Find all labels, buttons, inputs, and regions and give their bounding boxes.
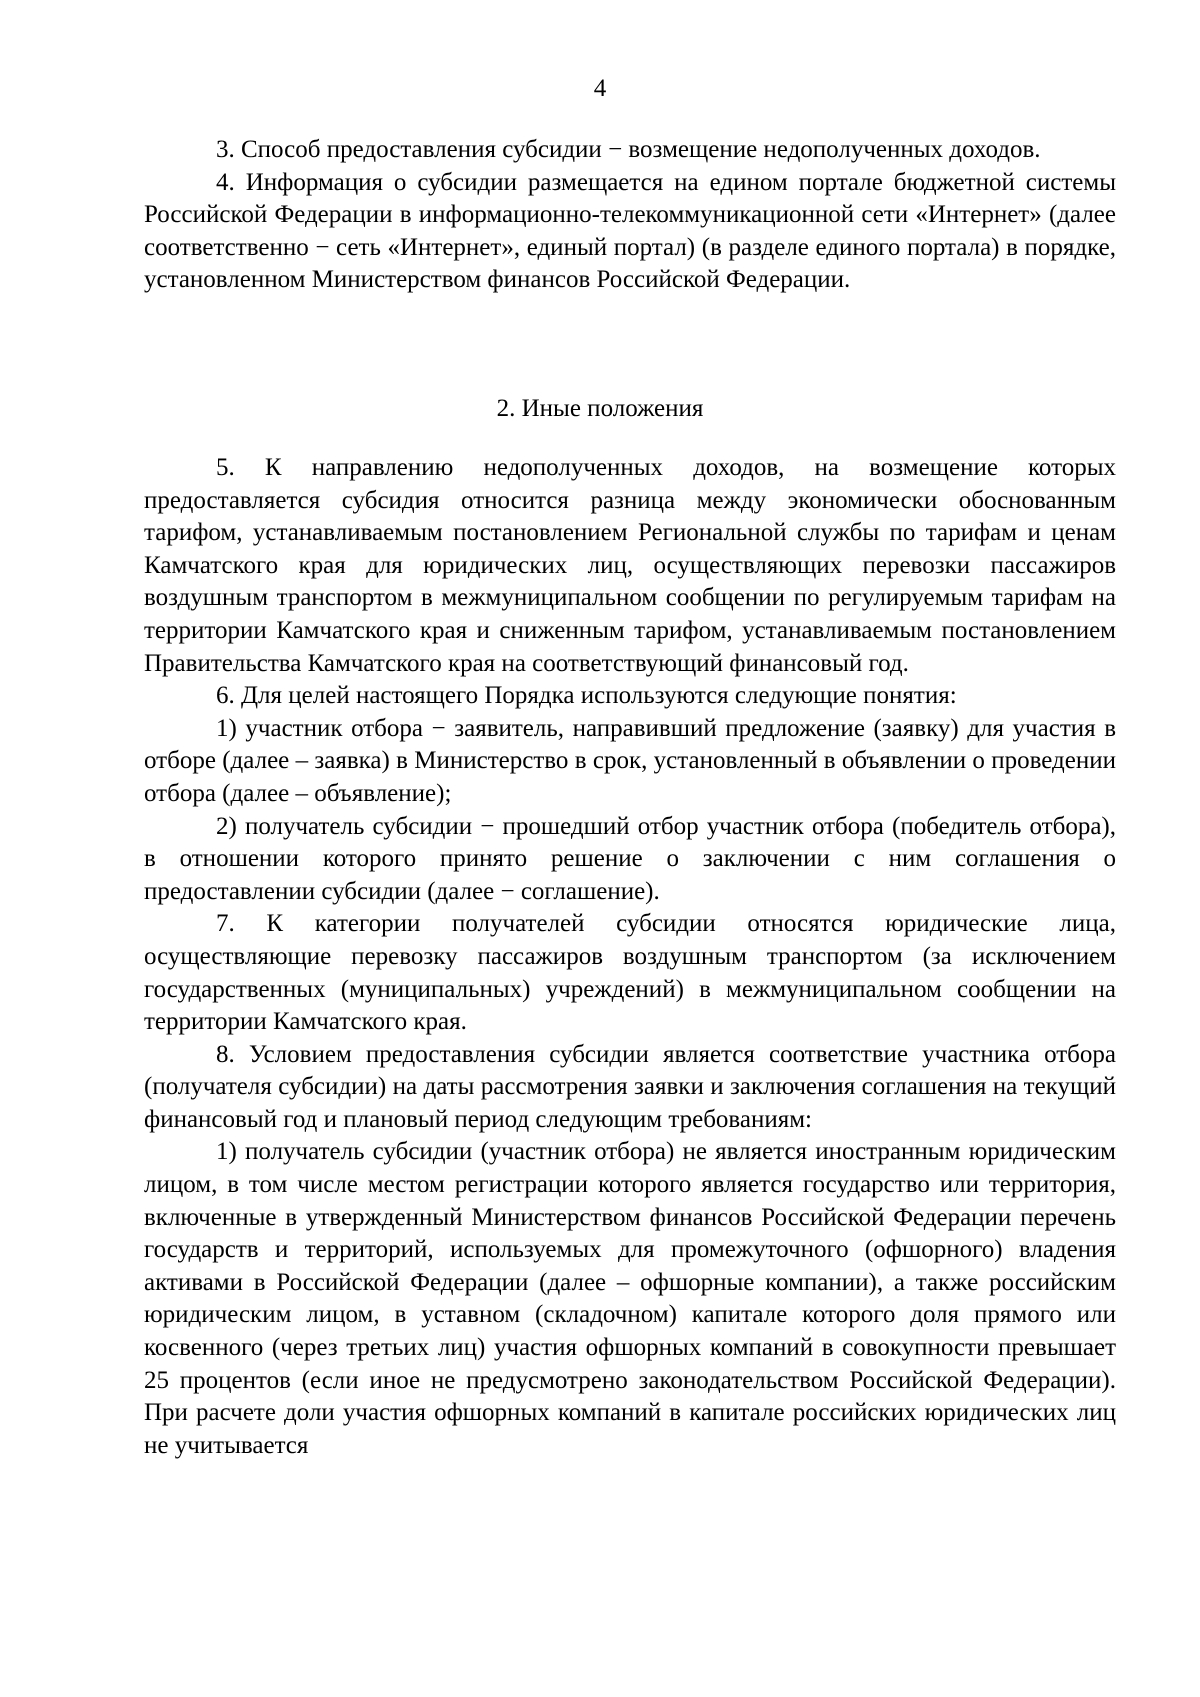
paragraph-3: 3. Способ предоставления субсидии − возмещение недополученных доходов.: [216, 136, 1041, 163]
paragraph-5: 5. К направлению недополученных доходов, на возмещение которых предоставляется субсидия относится разница между экономически обоснованным тарифом, устанавливаемым постановлением Региональной службы по тарифам и ценам Камчатского края для юридических лиц, осуществляющих перевозки пассажиров воздушным транспортом в межмуниципальном сообщении по регулируемым тарифам на территории Камчатского края и сниженным тарифом, устанавливаемым постановлением Правительства Камчатского края на соответствующий финансовый год.: [144, 454, 1116, 677]
paragraph-7: 7. К категории получателей субсидии относятся юридические лица, осуществляющие перевозку пассажиров воздушным транспортом (за исключением государственных (муниципальных) учреждений) в межмуниципальном сообщении на территории Камчатского края.: [144, 910, 1116, 1036]
paragraph-8: 8. Условием предоставления субсидии является соответствие участника отбора (получателя субсидии) на даты рассмотрения заявки и заключения соглашения на текущий финансовый год и плановый период следующим требованиям:: [144, 1040, 1116, 1133]
paragraph-6-item-1: 1) участник отбора − заявитель, направивший предложение (заявку) для участия в отборе (далее – заявка) в Министерство в срок, установленный в объявлении о проведении отбора (далее – объявление);: [144, 714, 1116, 807]
section-1-body: [144, 134, 1116, 297]
section-2-body: [144, 452, 1116, 1462]
paragraph-4: 4. Информация о субсидии размещается на едином портале бюджетной системы Российской Федерации в информационно-телекоммуникационной сети «Интернет» (далее соответственно − сеть «Интернет», единый портал) (в разделе единого портала) в порядке, установленном Министерством финансов Российской Федерации.: [144, 168, 1116, 294]
paragraph-6: 6. Для целей настоящего Порядка используются следующие понятия:: [216, 682, 957, 710]
page-number: 4: [593, 75, 607, 102]
section-heading: 2. Иные положения: [496, 395, 704, 422]
paragraph-6-item-2: 2) получатель субсидии − прошедший отбор участник отбора (победитель отбора), в отношении которого принято решение о заключении с ним соглашения о предоставлении субсидии (далее − соглашение).: [144, 812, 1116, 905]
paragraph-8-item-1: 1) получатель субсидии (участник отбора) не является иностранным юридическим лицом, в том числе местом регистрации которого является государство или территория, включенные в утвержденный Министерством финансов Российской Федерации перечень государств и территорий, используемых для промежуточного (офшорного) владения активами в Российской Федерации (далее – офшорные компании), а также российским юридическим лицом, в уставном (складочном) капитале которого доля прямого или косвенного (через третьих лиц) участия офшорных компаний в совокупности превышает 25 процентов (если иное не предусмотрено законодательством Российской Федерации). При расчете доли участия офшорных компаний в капитале российских юридических лиц не учитывается: [144, 1138, 1116, 1459]
